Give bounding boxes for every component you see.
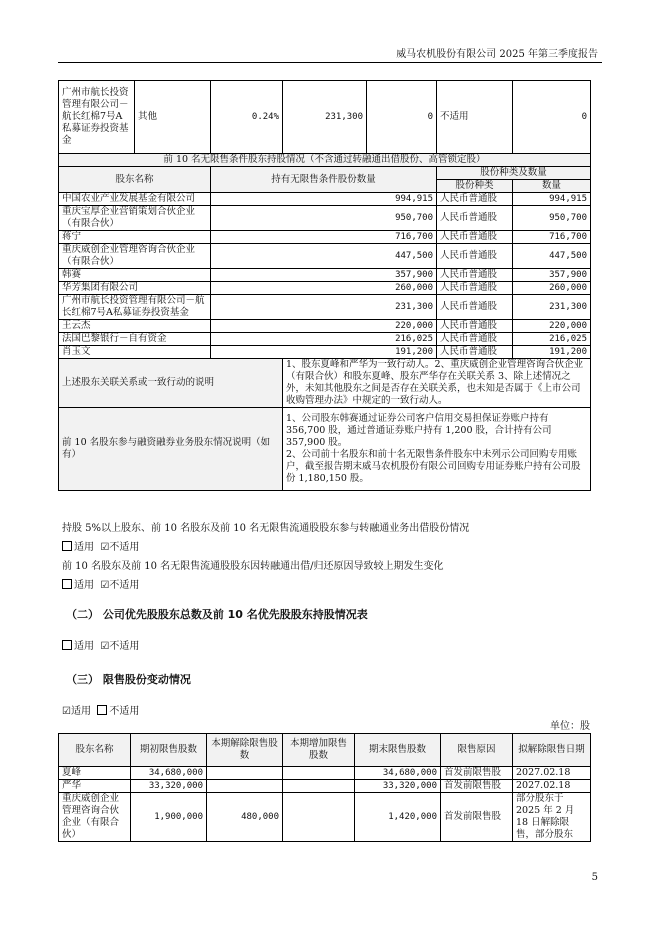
checkbox-not-applicable[interactable] — [97, 705, 107, 715]
shareholder-name: 广州市航长投资管理有限公司－航长红棉7号A私募证券投资基金 — [59, 295, 211, 320]
label-applicable: 适用 — [74, 542, 94, 553]
table-row — [59, 767, 591, 780]
table-row — [59, 333, 591, 346]
share-qty: 994,915 — [513, 193, 591, 206]
unrestricted-shares: 191,200 — [211, 346, 437, 359]
section-preferred-shares: （二） 公司优先股股东总数及前 10 名优先股股东持股情况表 — [66, 608, 368, 621]
shareholder-name: 广州市航长投资管理有限公司－航长红棉7号A私募证券投资基金 — [59, 81, 135, 154]
related-label: 上述股东关联关系或一致行动的说明 — [59, 359, 283, 408]
unrestricted-shares: 447,500 — [211, 244, 437, 269]
table-row — [59, 231, 591, 244]
share-qty: 716,700 — [513, 231, 591, 244]
table-row — [59, 154, 591, 167]
shareholder-nature: 其他 — [135, 81, 211, 154]
unrestricted-shares: 994,915 — [211, 193, 437, 206]
released-restricted — [207, 767, 283, 780]
shareholder-name: 韩赛 — [59, 269, 211, 282]
s3-options — [62, 702, 139, 717]
checkbox-applicable[interactable] — [62, 640, 72, 650]
checkbox-applicable[interactable] — [62, 579, 72, 589]
share-qty: 260,000 — [513, 282, 591, 295]
note-2: 前 10 名股东及前 10 名无限售流通股股东因转融通出借/归还原因导致较上期发生变化 — [62, 561, 444, 572]
col-header: 期末限售股数 — [355, 734, 441, 767]
col-header: 限售原因 — [441, 734, 513, 767]
label-applicable: 适用 — [70, 706, 91, 717]
table-row — [59, 320, 591, 333]
table-row — [59, 193, 591, 206]
margin-text-2: 2、公司前十名股东和前十名无限售条件股东中未列示公司回购专用账户，截至报告期末威马农机股份有限公司回购专用证券账户持有公司股份 1,180,150 股。 — [286, 449, 581, 484]
unit-label: 单位：股 — [550, 721, 590, 732]
pledge-status: 不适用 — [437, 81, 513, 154]
added-restricted — [283, 780, 355, 793]
table-row — [59, 295, 591, 320]
page-number: 5 — [591, 872, 598, 883]
share-type: 人民币普通股 — [437, 269, 513, 282]
end-restricted: 1,420,000 — [355, 793, 441, 842]
label-not-applicable: 不适用 — [109, 542, 140, 553]
shareholder-name: 重庆威创企业管理咨询合伙企业（有限合伙） — [59, 793, 131, 842]
restriction-reason: 首发前限售股 — [441, 793, 513, 842]
label-applicable: 适用 — [74, 580, 94, 591]
shareholder-name: 严华 — [59, 780, 131, 793]
share-type: 人民币普通股 — [437, 193, 513, 206]
checked-mark[interactable]: ☑ — [100, 580, 110, 591]
col-header-qty: 数量 — [513, 180, 591, 193]
share-qty: 447,500 — [513, 244, 591, 269]
col-header: 本期增加限售股数 — [283, 734, 355, 767]
release-date: 部分股东于 2025 年 2 月 18 日解除限售，部分股东 — [513, 793, 591, 842]
begin-restricted: 34,680,000 — [131, 767, 207, 780]
margin-text-1: 1、公司股东韩赛通过证券公司客户信用交易担保证券账户持有 356,700 股，通过普通证券账户持有 1,200 股，合计持有公司 357,900 股。 — [286, 413, 552, 448]
label-applicable: 适用 — [74, 641, 94, 652]
checked-mark[interactable]: ☑ — [100, 641, 110, 652]
note-2-options — [62, 576, 139, 591]
shareholder-name: 肖玉文 — [59, 346, 211, 359]
holding-ratio: 0.24% — [211, 81, 283, 154]
table-row — [59, 359, 591, 408]
shareholder-name: 王云杰 — [59, 320, 211, 333]
section-restricted-shares: （三） 限售股份变动情况 — [66, 673, 191, 686]
share-type: 人民币普通股 — [437, 333, 513, 346]
shareholder-name: 重庆宝厚企业营销策划合伙企业（有限合伙） — [59, 206, 211, 231]
added-restricted — [283, 767, 355, 780]
margin-text — [283, 408, 591, 491]
share-qty: 357,900 — [513, 269, 591, 282]
share-qty: 216,025 — [513, 333, 591, 346]
table-row — [59, 244, 591, 269]
table-row — [59, 793, 591, 842]
begin-restricted: 33,320,000 — [131, 780, 207, 793]
table-row — [59, 346, 591, 359]
restriction-reason: 首发前限售股 — [441, 767, 513, 780]
added-restricted — [283, 793, 355, 842]
table-row — [59, 780, 591, 793]
share-type: 人民币普通股 — [437, 206, 513, 231]
unrestricted-shares: 260,000 — [211, 282, 437, 295]
s2-options — [62, 637, 139, 652]
col-header-type-group: 股份种类及数量 — [437, 167, 591, 180]
pledge-qty: 0 — [513, 81, 591, 154]
note-1: 持股 5%以上股东、前 10 名股东及前 10 名无限售流通股股东参与转融通业务出借股份情况 — [62, 523, 470, 534]
restricted-shares: 0 — [367, 81, 437, 154]
header-rule — [58, 62, 602, 63]
col-header: 期初限售股数 — [131, 734, 207, 767]
checked-mark[interactable]: ☑ — [100, 542, 110, 553]
margin-label: 前 10 名股东参与融资融券业务股东情况说明（如有） — [59, 408, 283, 491]
top10-unrestricted-table — [58, 80, 591, 491]
share-qty: 191,200 — [513, 346, 591, 359]
share-type: 人民币普通股 — [437, 320, 513, 333]
table-header-row — [59, 734, 591, 767]
col-header: 股东名称 — [59, 734, 131, 767]
label-not-applicable: 不适用 — [109, 641, 140, 652]
release-date: 2027.02.18 — [513, 767, 591, 780]
table-row — [59, 282, 591, 295]
shareholder-name: 夏峰 — [59, 767, 131, 780]
label-not-applicable: 不适用 — [109, 580, 140, 591]
share-type: 人民币普通股 — [437, 295, 513, 320]
shareholder-name: 蒋宁 — [59, 231, 211, 244]
end-restricted: 33,320,000 — [355, 780, 441, 793]
restriction-reason: 首发前限售股 — [441, 780, 513, 793]
table-row — [59, 81, 591, 154]
end-restricted: 34,680,000 — [355, 767, 441, 780]
unrestricted-shares: 357,900 — [211, 269, 437, 282]
shareholder-name: 华芳集团有限公司 — [59, 282, 211, 295]
table-row — [59, 206, 591, 231]
label-not-applicable: 不适用 — [109, 706, 140, 717]
unrestricted-shares: 716,700 — [211, 231, 437, 244]
restricted-shares-table — [58, 733, 591, 842]
checked-mark[interactable]: ☑ — [62, 706, 71, 717]
release-date: 2027.02.18 — [513, 780, 591, 793]
col-header: 本期解除限售股数 — [207, 734, 283, 767]
checkbox-applicable[interactable] — [62, 541, 72, 551]
section-title: 前 10 名无限售条件股东持股情况（不含通过转融通出借股份、高管锁定股） — [59, 154, 591, 167]
share-qty: 231,300 — [513, 295, 591, 320]
share-qty: 950,700 — [513, 206, 591, 231]
unrestricted-shares: 216,025 — [211, 333, 437, 346]
col-header-type: 股份种类 — [437, 180, 513, 193]
share-type: 人民币普通股 — [437, 282, 513, 295]
col-header: 拟解除限售日期 — [513, 734, 591, 767]
shareholder-name: 法国巴黎银行－自有资金 — [59, 333, 211, 346]
released-restricted — [207, 780, 283, 793]
shareholder-name: 中国农业产业发展基金有限公司 — [59, 193, 211, 206]
share-type: 人民币普通股 — [437, 244, 513, 269]
note-1-options — [62, 538, 139, 553]
related-text: 1、股东夏峰和严华为一致行动人。2、重庆威创企业管理咨询合伙企业（有限合伙）和股东夏峰、股东严华存在关联关系 3、除上述情况之外，未知其他股东之间是否存在关联关系，也未知是否属于《上市公司收购管理办法》中规定的一致行动人。 — [283, 359, 591, 408]
col-header-shares: 持有无限售条件股份数量 — [211, 167, 437, 193]
unrestricted-shares: 231,300 — [211, 295, 437, 320]
share-qty: 220,000 — [513, 320, 591, 333]
holding-shares: 231,300 — [283, 81, 367, 154]
table-header-row — [59, 167, 591, 180]
shareholder-name: 重庆威创企业管理咨询合伙企业（有限合伙） — [59, 244, 211, 269]
released-restricted: 480,000 — [207, 793, 283, 842]
table-row — [59, 408, 591, 491]
table-row — [59, 269, 591, 282]
col-header-name: 股东名称 — [59, 167, 211, 193]
share-type: 人民币普通股 — [437, 231, 513, 244]
begin-restricted: 1,900,000 — [131, 793, 207, 842]
unrestricted-shares: 950,700 — [211, 206, 437, 231]
unrestricted-shares: 220,000 — [211, 320, 437, 333]
share-type: 人民币普通股 — [437, 346, 513, 359]
report-header: 威马农机股份有限公司 2025 年第三季度报告 — [396, 49, 598, 60]
